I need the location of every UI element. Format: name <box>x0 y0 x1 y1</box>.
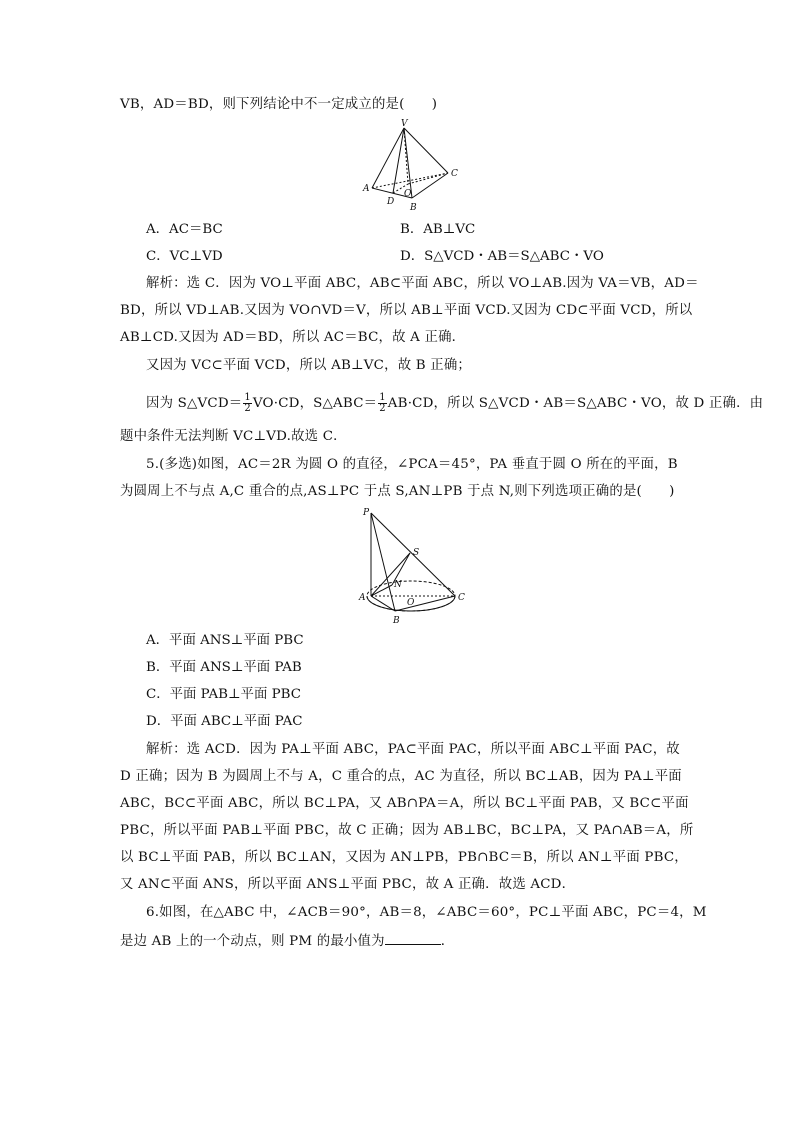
q4-option-a: A．AC＝BC <box>146 222 223 237</box>
edge-bc <box>412 173 448 198</box>
q5-stem-line1: 5.(多选)如图，AC＝2R 为圆 O 的直径，∠PCA＝45°，PA 垂直于圆 O 所在的平面，B <box>146 457 678 472</box>
q5-option-b: B．平面 ANS⊥平面 PAB <box>146 660 302 675</box>
label-o: O <box>404 189 412 199</box>
q5-solution-line3: ABC，BC⊂平面 ABC，所以 BC⊥PA，又 AB∩PA＝A，所以 BC⊥平面 PAB，又 BC⊂平面 <box>120 796 689 811</box>
line5-part1: 因为 S△VCD＝ <box>146 396 243 411</box>
q4-option-d: D．S△VCD・AB＝S△ABC・VO <box>400 249 604 264</box>
q5-solution-line6: 又 AN⊂平面 ANS，所以平面 ANS⊥平面 PBC，故 A 正确．故选 ACD． <box>120 877 576 892</box>
edge-bc <box>395 596 455 611</box>
fraction-half-2: $\frac{1}{2}$ <box>379 392 386 414</box>
edge-an <box>371 585 392 596</box>
label-b: B <box>410 203 417 213</box>
edge-oc-hidden <box>408 173 448 184</box>
q5-option-d: D．平面 ABC⊥平面 PAC <box>146 714 303 729</box>
q4-stem-tail: VB，AD＝BD，则下列结论中不一定成立的是( ) <box>120 97 438 112</box>
pyramid-figure <box>360 118 470 213</box>
q6-stem-line2 <box>120 931 680 951</box>
q6-stem-text: 是边 AB 上的一个动点，则 PM 的最小值为 <box>120 934 385 949</box>
q4-solution-line4: 又因为 VC⊂平面 VCD，所以 AB⊥VC，故 B 正确； <box>146 358 472 373</box>
label-n: N <box>394 580 402 590</box>
q5-option-c: C．平面 PAB⊥平面 PBC <box>146 687 301 702</box>
edge-vc <box>404 128 448 173</box>
label-o: O <box>407 598 415 608</box>
q5-solution-line2: D 正确；因为 B 为圆周上不与 A，C 重合的点，AC 为直径，所以 BC⊥AB，因为 PA⊥平面 <box>120 769 682 784</box>
label-b: B <box>393 616 400 626</box>
edge-as <box>371 553 410 596</box>
q4-solution-line5 <box>146 392 764 414</box>
label-d: D <box>387 197 395 207</box>
q5-solution-line5: 以 BC⊥平面 PAB，所以 BC⊥AN，又因为 AN⊥PB，PB∩BC＝B，所以 AN⊥平面 PBC， <box>120 850 688 865</box>
q4-solution-line1: 解析：选 C．因为 VO⊥平面 ABC，AB⊂平面 ABC，所以 VO⊥AB.因为 VA＝VB，AD＝ <box>146 276 699 291</box>
label-a: A <box>363 184 370 194</box>
line5-part2: VO·CD，S△ABC＝ <box>252 396 378 411</box>
line5-part3: AB·CD，所以 S△VCD・AB＝S△ABC・VO，故 D 正确．由 <box>387 396 764 411</box>
q4-option-b: B．AB⊥VC <box>400 222 476 237</box>
q6-stem-line1: 6.如图，在△ABC 中，∠ACB＝90°，AB＝8，∠ABC＝60°，PC⊥平面 ABC，PC＝4，M <box>146 905 707 920</box>
q5-option-a: A．平面 ANS⊥平面 PBC <box>146 633 304 648</box>
q5-solution-line4: PBC，所以平面 PAB⊥平面 PBC，故 C 正确；因为 AB⊥BC，BC⊥PA，又 PA∩AB＝A，所 <box>120 823 694 838</box>
label-v: V <box>401 119 408 129</box>
q4-solution-line6: 题中条件无法判断 VC⊥VD.故选 C． <box>120 429 347 444</box>
label-c: C <box>451 169 458 179</box>
q4-solution-line3: AB⊥CD.又因为 AD＝BD，所以 AC＝BC，故 A 正确． <box>120 330 466 345</box>
cone-figure <box>355 505 475 627</box>
q4-option-c: C．VC⊥VD <box>146 249 223 264</box>
label-a: A <box>359 593 366 603</box>
q5-stem-line2: 为圆周上不与点 A,C 重合的点,AS⊥PC 于点 S,AN⊥PB 于点 N,则下列选项正确的是( ) <box>120 484 675 499</box>
fraction-half-1: $\frac{1}{2}$ <box>244 392 251 414</box>
answer-blank[interactable] <box>385 931 441 945</box>
edge-vb <box>404 128 412 198</box>
label-c: C <box>458 593 465 603</box>
label-s: S <box>413 548 420 558</box>
label-p: P <box>363 508 370 518</box>
q6-stem-end: ． <box>440 934 455 949</box>
q5-solution-line1: 解析：选 ACD．因为 PA⊥平面 ABC，PA⊂平面 PAC，所以平面 ABC⊥平面 PAC，故 <box>146 742 680 757</box>
q4-solution-line2: BD，所以 VD⊥AB.又因为 VO∩VD＝V，所以 AB⊥平面 VCD.又因为 CD⊂平面 VCD，所以 <box>120 303 693 318</box>
